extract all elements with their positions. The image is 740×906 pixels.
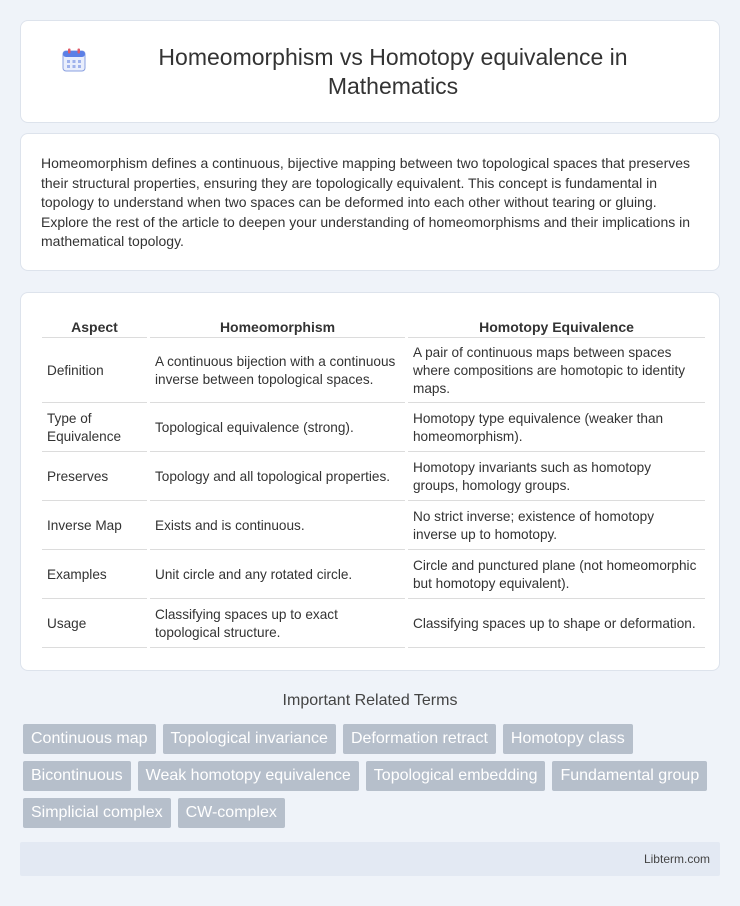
row-aspect: Examples — [42, 552, 147, 599]
footer — [20, 842, 720, 876]
row-homotopy: Classifying spaces up to shape or deformation. — [408, 601, 705, 648]
title-card — [20, 20, 720, 123]
comparison-table — [39, 315, 708, 650]
related-term-tag[interactable]: Topological embedding — [366, 761, 546, 791]
row-aspect: Usage — [42, 601, 147, 648]
table-header-row — [42, 317, 705, 338]
table-row — [42, 405, 705, 452]
row-homotopy: Circle and punctured plane (not homeomorphic but homotopy equivalent). — [408, 552, 705, 599]
related-term-tag[interactable]: Fundamental group — [552, 761, 707, 791]
header-homotopy-equivalence: Homotopy Equivalence — [408, 317, 705, 338]
row-homeomorphism: Unit circle and any rotated circle. — [150, 552, 405, 599]
row-homotopy: No strict inverse; existence of homotopy inverse up to homotopy. — [408, 503, 705, 550]
intro-card — [20, 133, 720, 271]
related-term-tag[interactable]: CW-complex — [178, 798, 285, 828]
related-term-tag[interactable]: Continuous map — [23, 724, 156, 754]
table-row — [42, 340, 705, 403]
row-homeomorphism: A continuous bijection with a continuous inverse between topological spaces. — [150, 340, 405, 403]
table-row — [42, 601, 705, 648]
row-aspect: Preserves — [42, 454, 147, 501]
table-row — [42, 503, 705, 550]
row-aspect: Type of Equivalence — [42, 405, 147, 452]
related-term-tag[interactable]: Homotopy class — [503, 724, 633, 754]
row-homeomorphism: Exists and is continuous. — [150, 503, 405, 550]
table-row — [42, 454, 705, 501]
row-homeomorphism: Topology and all topological properties. — [150, 454, 405, 501]
row-homotopy: A pair of continuous maps between spaces where compositions are homotopic to identity maps. — [408, 340, 705, 403]
related-term-tag[interactable]: Topological invariance — [163, 724, 336, 754]
related-term-tag[interactable]: Deformation retract — [343, 724, 496, 754]
comparison-card — [20, 292, 720, 671]
related-term-tag[interactable]: Bicontinuous — [23, 761, 131, 791]
related-term-tag[interactable]: Weak homotopy equivalence — [138, 761, 359, 791]
row-aspect: Definition — [42, 340, 147, 403]
page-title: Homeomorphism vs Homotopy equivalence in Mathematics — [158, 43, 628, 99]
row-aspect: Inverse Map — [42, 503, 147, 550]
related-term-tag[interactable]: Simplicial complex — [23, 798, 171, 828]
header-aspect: Aspect — [42, 317, 147, 338]
related-terms-list — [23, 724, 723, 835]
table-row — [42, 552, 705, 599]
row-homeomorphism: Classifying spaces up to exact topological structure. — [150, 601, 405, 648]
header-homeomorphism: Homeomorphism — [150, 317, 405, 338]
related-terms-title: Important Related Terms — [282, 692, 458, 709]
row-homeomorphism: Topological equivalence (strong). — [150, 405, 405, 452]
intro-text: Homeomorphism defines a continuous, bijective mapping between two topological spaces that preserves their structural properties, ensuring they are topologically equivalent. This concept is fundamental in topology to understand when two spaces can be deformed into each other without tearing or gluing. Explore the rest of the article to deepen your understanding of homeomorphisms and their implications in mathematical topology. — [41, 155, 691, 250]
footer-site-link[interactable]: Libterm.com — [643, 852, 710, 866]
row-homotopy: Homotopy type equivalence (weaker than homeomorphism). — [408, 405, 705, 452]
calendar-icon — [61, 47, 87, 73]
title-wrap — [21, 43, 719, 101]
row-homotopy: Homotopy invariants such as homotopy groups, homology groups. — [408, 454, 705, 501]
